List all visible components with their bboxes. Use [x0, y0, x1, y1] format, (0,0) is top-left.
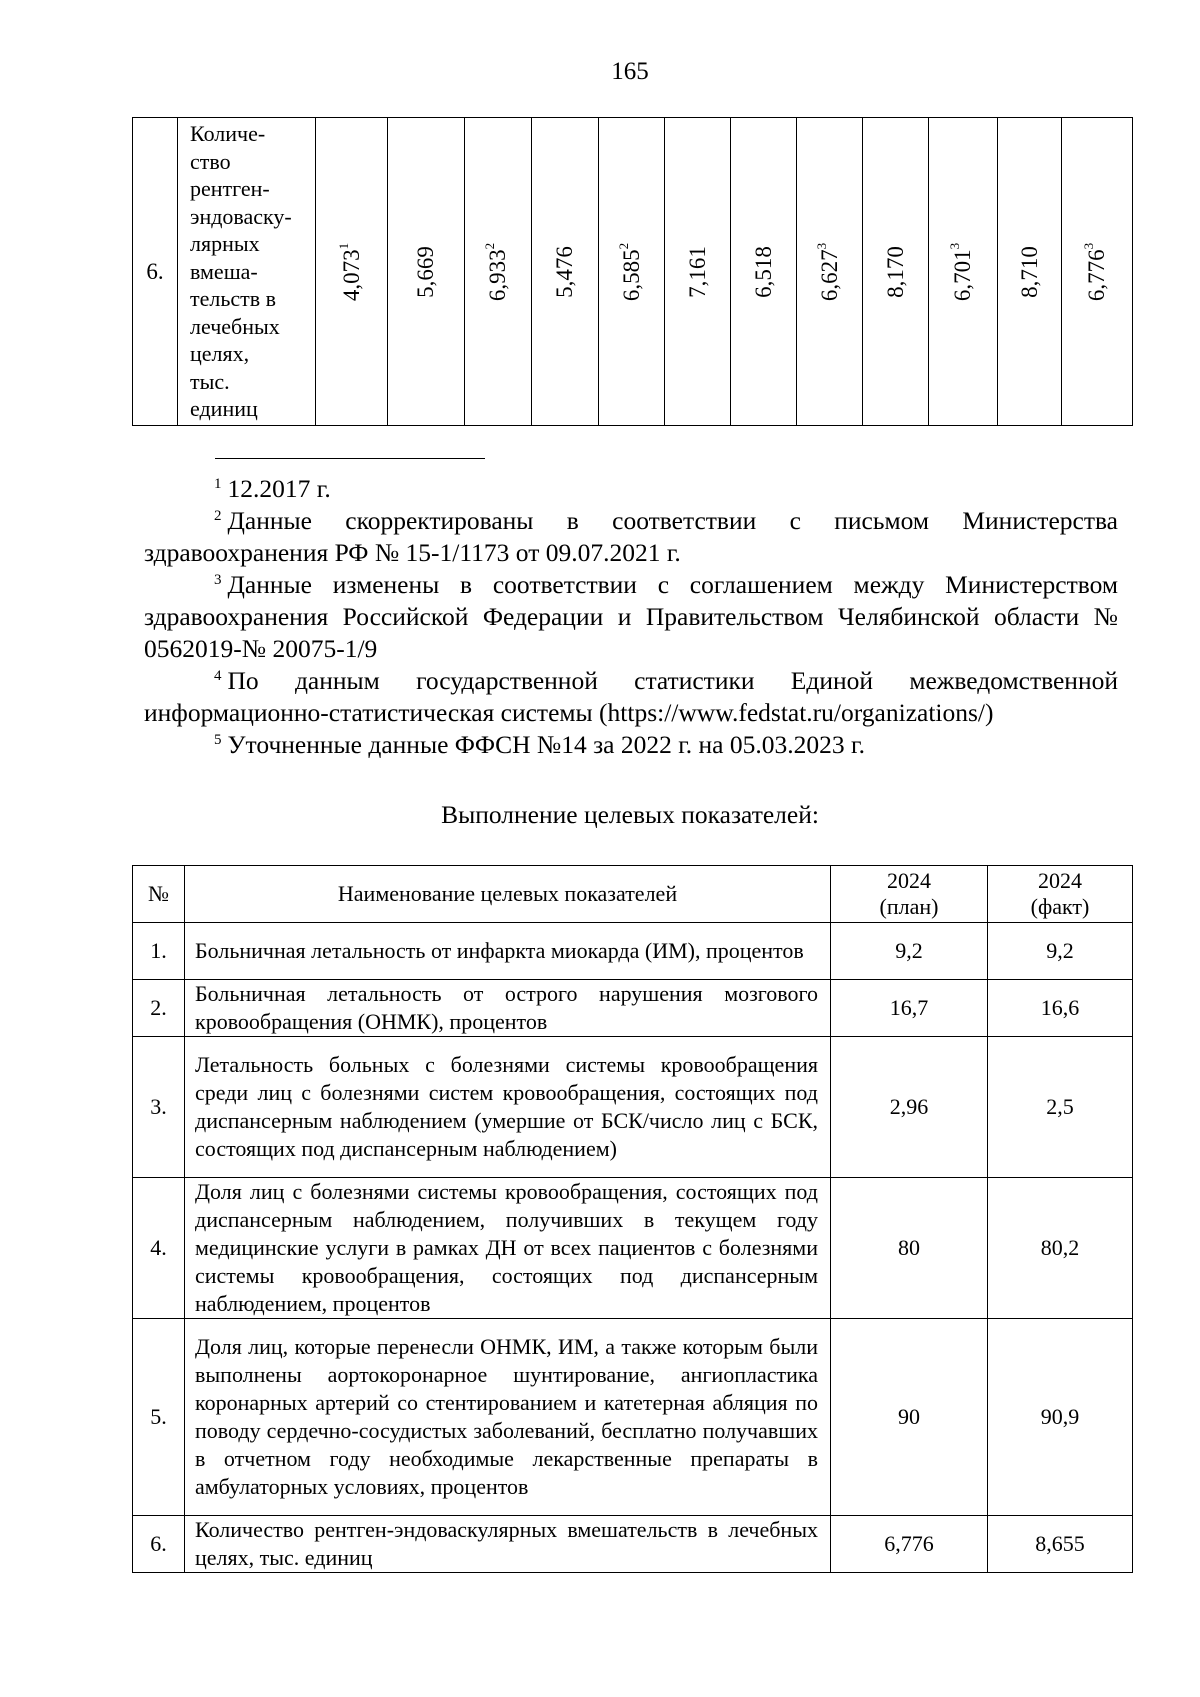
footnote-ref: 3	[1081, 242, 1097, 249]
indicator-line: лярных	[190, 231, 260, 256]
footnote	[144, 473, 1118, 505]
footnote-ref: 3	[947, 242, 963, 249]
value-cell	[998, 118, 1062, 426]
indicator-line: рентген-	[190, 176, 270, 201]
continued-indicator-table	[132, 117, 1133, 426]
indicator-name: Количество рентген-эндоваскулярных вмешательств в лечебных целях, тыс. единиц	[185, 1516, 831, 1573]
fact-value: 8,655	[988, 1516, 1133, 1573]
value-cell	[316, 118, 388, 426]
section-title: Выполнение целевых показателей:	[441, 800, 819, 829]
plan-value: 80	[831, 1178, 988, 1319]
plan-value: 90	[831, 1319, 988, 1516]
footnote-ref: 1	[335, 242, 351, 249]
value-cell	[731, 118, 797, 426]
column-header-fact	[988, 866, 1133, 923]
footnote-text: По данным государственной статистики Единой межведомственной информационно-статистическая системы (https://www.fedstat.ru/organizations/)	[144, 666, 1118, 727]
value-cell	[863, 118, 929, 426]
value-cell	[532, 118, 599, 426]
row-number: 5.	[133, 1319, 185, 1516]
table-row	[133, 1319, 1133, 1516]
footnote-ref: 2	[615, 242, 631, 249]
cell-value: 8,710	[1016, 245, 1042, 298]
indicator-name: Летальность больных с болезнями системы кровообращения среди лиц с болезнями систем кровообращения, состоящих под диспансерным наблюдением (умершие от БСК/число лиц с БСК, состоящих под диспансерным наблюдением)	[185, 1037, 831, 1178]
footnote-mark: 4	[214, 667, 222, 684]
indicator-line: целях,	[190, 341, 250, 366]
indicator-line: тельств в	[190, 286, 277, 311]
table-row	[133, 1037, 1133, 1178]
header-year: 2024	[887, 868, 931, 893]
fact-value: 2,5	[988, 1037, 1133, 1178]
footnote-mark: 3	[214, 571, 222, 588]
footnote	[144, 505, 1118, 569]
targets-table	[132, 865, 1133, 1573]
fact-value: 9,2	[988, 923, 1133, 980]
table-row	[133, 1178, 1133, 1319]
value-cell	[388, 118, 465, 426]
row-number: 6.	[133, 118, 178, 426]
cell-value: 6,627	[816, 248, 842, 301]
column-header-plan	[831, 866, 988, 923]
plan-value: 16,7	[831, 980, 988, 1037]
indicator-line: лечебных	[190, 313, 280, 339]
indicator-name: Больничная летальность от острого нарушения мозгового кровообращения (ОНМК), процентов	[185, 980, 831, 1037]
indicator-line: Количе-	[190, 121, 266, 146]
value-cell	[665, 118, 731, 426]
cell-value: 6,518	[750, 245, 776, 298]
value-cell	[1062, 118, 1133, 426]
footnote-mark: 1	[214, 475, 222, 492]
footnote-mark: 5	[214, 731, 222, 748]
table-row	[133, 923, 1133, 980]
value-cell	[465, 118, 532, 426]
footnote-text: Данные изменены в соответствии с соглашением между Министерством здравоохранения Российской Федерации и Правительством Челябинской области № 0562019-№ 20075-1/9	[144, 570, 1118, 663]
header-label: (план)	[879, 894, 939, 919]
fact-value: 80,2	[988, 1178, 1133, 1319]
cell-value: 6,776	[1084, 248, 1109, 301]
table-header-row	[133, 866, 1133, 923]
indicator-line: единиц	[190, 396, 258, 421]
footnote-separator	[215, 458, 485, 459]
table-row	[133, 1516, 1133, 1573]
plan-value: 9,2	[831, 923, 988, 980]
row-number: 1.	[133, 923, 185, 980]
page-number: 165	[611, 58, 649, 85]
cell-value: 8,170	[882, 245, 908, 298]
footnote-ref: 2	[482, 242, 498, 249]
footnote-ref: 3	[813, 242, 829, 249]
cell-value: 5,669	[413, 245, 438, 298]
footnote	[144, 729, 1118, 761]
footnote-text: Уточненные данные ФФСН №14 за 2022 г. на 05.03.2023 г.	[227, 730, 865, 759]
header-label: (факт)	[1030, 894, 1090, 919]
cell-value: 4,073	[338, 248, 364, 301]
indicator-name: Больничная летальность от инфаркта миокарда (ИМ), процентов	[185, 923, 831, 980]
value-cell	[599, 118, 665, 426]
row-number: 2.	[133, 980, 185, 1037]
indicator-line: ство	[190, 148, 231, 174]
column-header-number: №	[133, 866, 185, 923]
footnote-mark: 2	[214, 507, 222, 524]
cell-value: 7,161	[684, 245, 710, 298]
value-cell	[797, 118, 863, 426]
indicator-line: эндоваску-	[190, 203, 292, 229]
indicator-name	[178, 118, 316, 426]
plan-value: 6,776	[831, 1516, 988, 1573]
cell-value: 6,933	[485, 248, 510, 301]
indicator-name: Доля лиц с болезнями системы кровообращения, состоящих под диспансерным наблюдением, получивших в текущем году медицинские услуги в рамках ДН от всех пациентов с болезнями системы кровообращения, состоящих под диспансерным наблюдением, процентов	[185, 1178, 831, 1319]
footnote-text: Данные скорректированы в соответствии с письмом Министерства здравоохранения РФ № 15-1/1173 от 09.07.2021 г.	[144, 506, 1118, 567]
indicator-name: Доля лиц, которые перенесли ОНМК, ИМ, а также которым были выполнены аортокоронарное шунтирование, ангиопластика коронарных артерий со стентированием и катетерная абляция по поводу сердечно-сосудистых заболеваний, бесплатно получавших в отчетном году необходимые лекарственные препараты в амбулаторных условиях, процентов	[185, 1319, 831, 1516]
table-row	[133, 118, 1133, 426]
cell-value: 6,701	[950, 248, 975, 301]
footnote	[144, 569, 1118, 665]
row-number: 4.	[133, 1178, 185, 1319]
indicator-line: тыс.	[190, 368, 230, 394]
footnotes	[144, 473, 1118, 761]
cell-value: 5,476	[552, 245, 577, 298]
fact-value: 16,6	[988, 980, 1133, 1037]
row-number: 3.	[133, 1037, 185, 1178]
cell-value: 6,585	[618, 248, 644, 301]
fact-value: 90,9	[988, 1319, 1133, 1516]
footnote-text: 12.2017 г.	[227, 474, 331, 503]
table-row	[133, 980, 1133, 1037]
footnote	[144, 665, 1118, 729]
value-cell	[929, 118, 998, 426]
column-header-name: Наименование целевых показателей	[185, 866, 831, 923]
plan-value: 2,96	[831, 1037, 988, 1178]
indicator-line: вмеша-	[190, 258, 258, 284]
header-year: 2024	[1038, 868, 1082, 893]
row-number: 6.	[133, 1516, 185, 1573]
